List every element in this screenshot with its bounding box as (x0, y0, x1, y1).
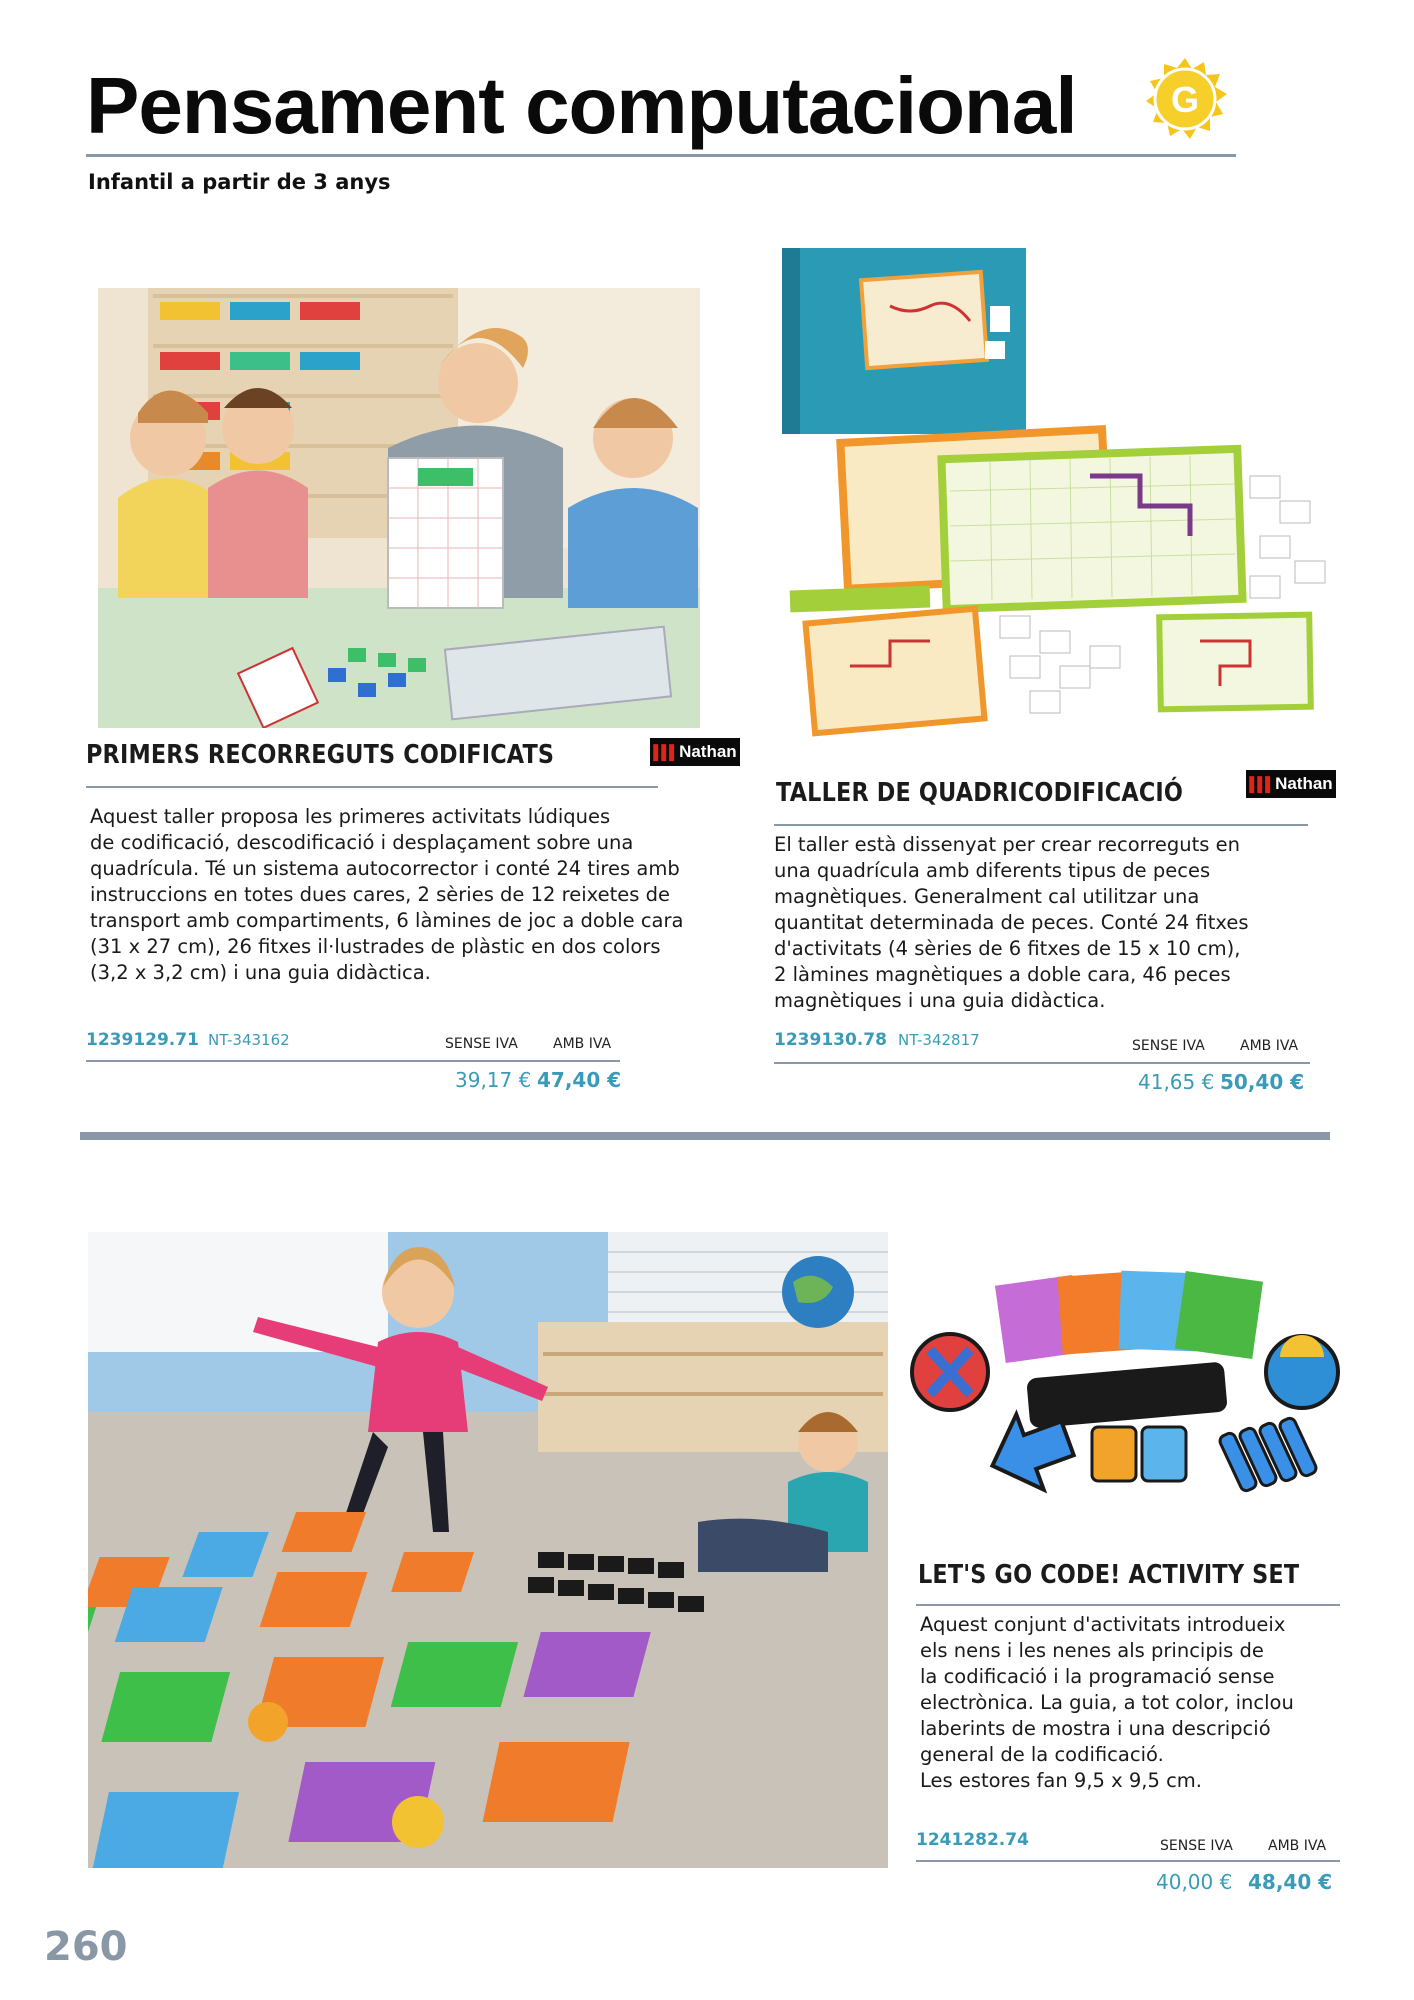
price-label-net: SENSE IVA (1160, 1838, 1233, 1854)
brand-stripes-icon: ▌▌▌ (1249, 776, 1274, 792)
price-divider (916, 1860, 1340, 1862)
price-label-net: SENSE IVA (445, 1036, 518, 1052)
brand-stripes-icon: ▌▌▌ (653, 744, 678, 760)
product-name-divider (916, 1604, 1340, 1606)
product-photo-taller-quadricodificacio (780, 236, 1340, 756)
brand-name: Nathan (679, 742, 737, 761)
title-divider (86, 154, 1236, 157)
product-name: LET'S GO CODE! ACTIVITY SET (918, 1560, 1300, 1590)
product-name-divider (86, 786, 658, 788)
product-ref: 1239130.78 (774, 1030, 887, 1050)
product-name-divider (774, 824, 1308, 826)
price-gross: 48,40 € (1248, 1870, 1333, 1894)
price-label-gross: AMB IVA (1240, 1038, 1299, 1054)
product-photo-primers-recorreguts (98, 288, 700, 728)
price-net: 39,17 € (455, 1068, 532, 1092)
product-description: Aquest conjunt d'activitats introdueix els nens i les nenes als principis de la codificació i la programació sense electrònica. La guia, a tot color, inclou laberints de mostra i una descripció general de la codificació. Les estores fan 9,5 x 9,5 cm. (920, 1613, 1294, 1792)
page-number: 260 (44, 1924, 128, 1970)
brand-name: Nathan (1275, 774, 1333, 793)
product-description: Aquest taller proposa les primeres activitats lúdiques de codificació, descodificació i desplaçament sobre una quadrícula. Té un sistema autocorrector i conté 24 tires amb instruccions en totes dues cares, 2 sèries de 12 reixetes de transport amb compartiments, 6 làmines de joc a doble cara (31 x 27 cm), 26 fitxes il·lustrades de plàstic en dos colors (3,2 x 3,2 cm) i una guia didàctica. (90, 805, 684, 984)
product-alt-ref: NT-342817 (898, 1031, 980, 1049)
product-photo-lets-go-code-classroom (88, 1232, 888, 1868)
product-ref: 1241282.74 (916, 1830, 1029, 1850)
product-ref: 1239129.71 (86, 1030, 199, 1050)
brand-logo-nathan (1246, 770, 1336, 798)
price-net: 40,00 € (1156, 1870, 1233, 1894)
badge-letter: G (1170, 79, 1200, 120)
product-name: PRIMERS RECORREGUTS CODIFICATS (86, 740, 555, 770)
price-net: 41,65 € (1138, 1070, 1215, 1094)
price-divider (86, 1060, 620, 1062)
price-divider (774, 1062, 1310, 1064)
price-label-gross: AMB IVA (553, 1036, 612, 1052)
grade-badge-icon (1142, 56, 1228, 142)
price-label-net: SENSE IVA (1132, 1038, 1205, 1054)
product-name: TALLER DE QUADRICODIFICACIÓ (776, 778, 1184, 808)
price-gross: 50,40 € (1220, 1070, 1305, 1094)
product-photo-lets-go-code-components (910, 1262, 1354, 1512)
page-subtitle: Infantil a partir de 3 anys (88, 170, 391, 194)
price-label-gross: AMB IVA (1268, 1838, 1327, 1854)
page-title: Pensament computacional (86, 61, 1077, 150)
product-alt-ref: NT-343162 (208, 1031, 290, 1049)
section-divider (80, 1132, 1330, 1140)
price-gross: 47,40 € (537, 1068, 622, 1092)
product-description: El taller està dissenyat per crear recorreguts en una quadrícula amb diferents tipus de peces magnètiques. Generalment cal utilitzar una quantitat determinada de peces. Conté 24 fitxes d'activitats (4 sèries de 6 fitxes de 15 x 10 cm), 2 làmines magnètiques a doble cara, 46 peces magnètiques i una guia didàctica. (774, 833, 1249, 1012)
brand-logo-nathan (650, 738, 740, 766)
